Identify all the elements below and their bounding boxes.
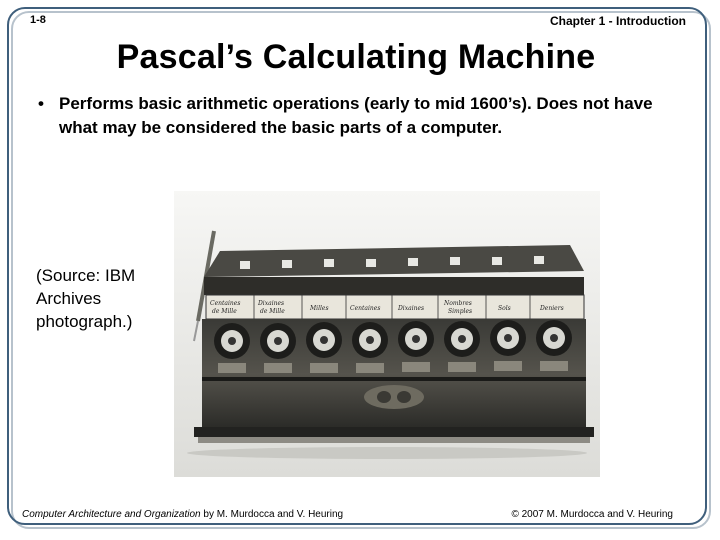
svg-text:Nombres: Nombres [444, 300, 472, 307]
svg-text:Centaines: Centaines [350, 305, 381, 312]
bullet-text: Performs basic arithmetic operations (early to mid 1600’s). Does not have what may be considered the basic parts of a computer. [59, 94, 653, 137]
footer-citation [22, 509, 343, 520]
svg-text:de Mille: de Mille [212, 308, 237, 315]
slide-title: Pascal’s Calculating Machine [116, 38, 596, 76]
svg-text:Centaines: Centaines [210, 300, 241, 307]
svg-text:Deniers: Deniers [540, 305, 564, 312]
pascaline-illustration [174, 191, 600, 477]
svg-text:Dixaines: Dixaines [398, 305, 425, 312]
footer-book-title: Computer Architecture and Organization [22, 509, 201, 520]
svg-text:Sols: Sols [498, 305, 511, 312]
svg-text:Dixaines: Dixaines [258, 300, 285, 307]
source-caption: (Source: IBM Archives photograph.) [36, 266, 136, 331]
svg-text:Simples: Simples [448, 308, 473, 315]
svg-text:de Mille: de Mille [260, 308, 285, 315]
svg-text:Milles: Milles [310, 305, 329, 312]
chapter-label: Chapter 1 - Introduction [550, 14, 686, 28]
bullet-icon: • [38, 94, 44, 113]
footer-authors: by M. Murdocca and V. Heuring [200, 509, 344, 520]
bullet-point [38, 92, 688, 140]
pascaline-photo [174, 191, 600, 477]
page-number: 1-8 [30, 14, 46, 26]
footer-copyright: © 2007 M. Murdocca and V. Heuring [511, 509, 673, 520]
